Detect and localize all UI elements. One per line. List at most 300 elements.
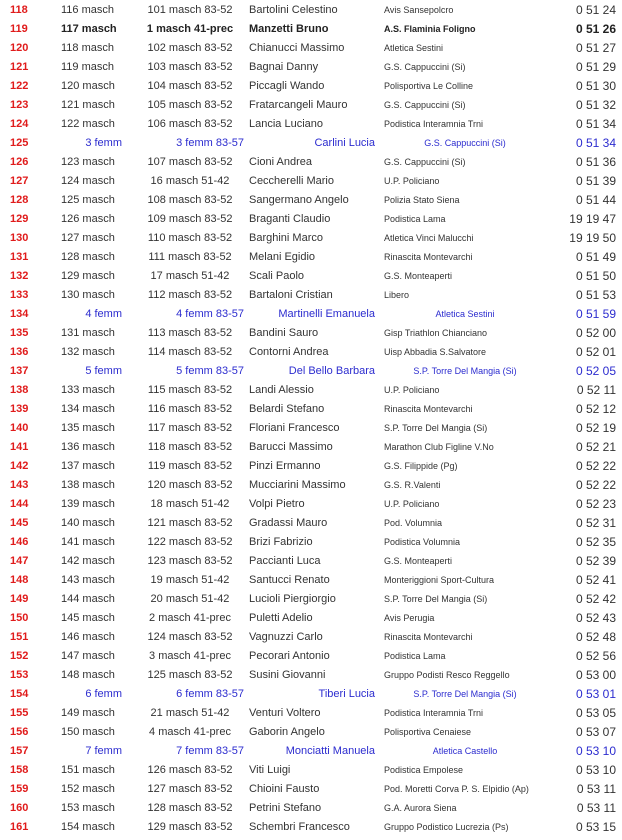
overall-position: 130 bbox=[10, 231, 29, 244]
team-name: G.S. Cappuccini (Si) bbox=[384, 99, 466, 110]
category-rank: 3 femm 83-57 bbox=[176, 136, 244, 149]
athlete-name: Floriani Francesco bbox=[249, 421, 340, 434]
team-name: Avis Sansepolcro bbox=[384, 4, 454, 15]
athlete-name: Mucciarini Massimo bbox=[249, 478, 346, 491]
team-name: G.S. Cappuccini (Si) bbox=[384, 156, 466, 167]
athlete-name: Del Bello Barbara bbox=[288, 364, 375, 377]
table-row bbox=[0, 475, 622, 494]
gender-rank: 7 femm bbox=[85, 744, 122, 757]
overall-position: 158 bbox=[10, 763, 29, 776]
team-name: U.P. Policiano bbox=[384, 384, 440, 395]
finish-time: 0 52 43 bbox=[575, 610, 616, 625]
table-row bbox=[0, 152, 622, 171]
athlete-name: Fratarcangeli Mauro bbox=[249, 98, 348, 111]
overall-position: 156 bbox=[10, 725, 29, 738]
table-row bbox=[0, 627, 622, 646]
overall-position: 122 bbox=[10, 79, 29, 92]
finish-time: 0 51 50 bbox=[575, 268, 616, 283]
overall-position: 133 bbox=[10, 288, 29, 301]
category-rank: 110 masch 83-52 bbox=[147, 231, 233, 244]
finish-time: 0 51 36 bbox=[575, 154, 616, 169]
table-row bbox=[0, 323, 622, 342]
finish-time: 0 51 26 bbox=[575, 21, 616, 36]
finish-time: 0 51 24 bbox=[575, 2, 616, 17]
athlete-name: Pinzi Ermanno bbox=[249, 459, 321, 472]
table-row bbox=[0, 760, 622, 779]
category-rank: 20 masch 51-42 bbox=[150, 592, 230, 605]
team-name: Gisp Triathlon Chianciano bbox=[384, 327, 488, 338]
finish-time: 0 52 48 bbox=[575, 629, 616, 644]
athlete-name: Paccianti Luca bbox=[249, 554, 321, 567]
team-name: G.S. Cappuccini (Si) bbox=[424, 137, 506, 148]
overall-position: 136 bbox=[10, 345, 29, 358]
athlete-name: Ceccherelli Mario bbox=[249, 174, 334, 187]
gender-rank: 5 femm bbox=[85, 364, 122, 377]
table-row bbox=[0, 171, 622, 190]
category-rank: 21 masch 51-42 bbox=[150, 706, 230, 719]
overall-position: 148 bbox=[10, 573, 29, 586]
gender-rank: 130 masch bbox=[61, 288, 115, 301]
table-row bbox=[0, 684, 622, 703]
gender-rank: 138 masch bbox=[61, 478, 115, 491]
overall-position: 124 bbox=[10, 117, 29, 130]
category-rank: 105 masch 83-52 bbox=[147, 98, 233, 111]
gender-rank: 151 masch bbox=[61, 763, 115, 776]
athlete-name: Scali Paolo bbox=[249, 269, 305, 282]
finish-time: 0 52 11 bbox=[576, 382, 616, 397]
team-name: Rinascita Montevarchi bbox=[384, 403, 473, 414]
finish-time: 0 51 39 bbox=[575, 173, 616, 188]
finish-time: 0 51 34 bbox=[575, 116, 616, 131]
table-row bbox=[0, 494, 622, 513]
athlete-name: Carlini Lucia bbox=[314, 136, 375, 149]
overall-position: 155 bbox=[10, 706, 29, 719]
overall-position: 132 bbox=[10, 269, 29, 282]
gender-rank: 127 masch bbox=[61, 231, 115, 244]
team-name: S.P. Torre Del Mangia (Si) bbox=[413, 688, 517, 699]
athlete-name: Piccagli Wando bbox=[249, 79, 325, 92]
overall-position: 129 bbox=[10, 212, 29, 225]
overall-position: 126 bbox=[10, 155, 29, 168]
category-rank: 4 femm 83-57 bbox=[176, 307, 244, 320]
team-name: Polisportiva Le Colline bbox=[384, 80, 474, 91]
athlete-name: Chianucci Massimo bbox=[249, 41, 345, 54]
overall-position: 119 bbox=[10, 22, 28, 35]
category-rank: 1 masch 41-prec bbox=[146, 22, 234, 35]
team-name: G.S. Monteaperti bbox=[384, 270, 453, 281]
category-rank: 17 masch 51-42 bbox=[150, 269, 230, 282]
table-row bbox=[0, 418, 622, 437]
table-row bbox=[0, 361, 622, 380]
table-row bbox=[0, 798, 622, 817]
overall-position: 160 bbox=[10, 801, 29, 814]
overall-position: 154 bbox=[10, 687, 29, 700]
category-rank: 16 masch 51-42 bbox=[150, 174, 230, 187]
overall-position: 147 bbox=[10, 554, 29, 567]
team-name: G.S. R.Valenti bbox=[384, 479, 441, 490]
finish-time: 0 52 05 bbox=[575, 363, 616, 378]
finish-time: 0 52 21 bbox=[575, 439, 616, 454]
table-row bbox=[0, 342, 622, 361]
table-row bbox=[0, 114, 622, 133]
table-row bbox=[0, 380, 622, 399]
table-row bbox=[0, 513, 622, 532]
finish-time: 0 52 39 bbox=[575, 553, 616, 568]
team-name: G.S. Monteaperti bbox=[384, 555, 453, 566]
athlete-name: Tiberi Lucia bbox=[318, 687, 375, 700]
category-rank: 101 masch 83-52 bbox=[147, 3, 233, 16]
gender-rank: 144 masch bbox=[61, 592, 115, 605]
gender-rank: 142 masch bbox=[61, 554, 115, 567]
team-name: G.A. Aurora Siena bbox=[384, 802, 457, 813]
table-row bbox=[0, 722, 622, 741]
category-rank: 5 femm 83-57 bbox=[176, 364, 244, 377]
team-name: Podistica Interamnia Trni bbox=[384, 118, 484, 129]
table-row bbox=[0, 456, 622, 475]
team-name: Polisportiva Cenaiese bbox=[384, 726, 472, 737]
gender-rank: 149 masch bbox=[61, 706, 115, 719]
category-rank: 127 masch 83-52 bbox=[147, 782, 233, 795]
team-name: Atletica Vinci Malucchi bbox=[384, 232, 474, 243]
athlete-name: Melani Egidio bbox=[249, 250, 316, 263]
team-name: S.P. Torre Del Mangia (Si) bbox=[413, 365, 517, 376]
category-rank: 117 masch 83-52 bbox=[147, 421, 233, 434]
overall-position: 125 bbox=[10, 136, 29, 149]
team-name: Atletica Sestini bbox=[384, 42, 444, 53]
gender-rank: 123 masch bbox=[61, 155, 115, 168]
athlete-name: Santucci Renato bbox=[249, 573, 330, 586]
category-rank: 129 masch 83-52 bbox=[147, 820, 233, 833]
gender-rank: 148 masch bbox=[61, 668, 115, 681]
gender-rank: 133 masch bbox=[61, 383, 115, 396]
table-row bbox=[0, 19, 622, 38]
table-row bbox=[0, 646, 622, 665]
category-rank: 2 masch 41-prec bbox=[149, 611, 231, 624]
table-row bbox=[0, 38, 622, 57]
table-row bbox=[0, 95, 622, 114]
gender-rank: 6 femm bbox=[85, 687, 122, 700]
overall-position: 127 bbox=[10, 174, 29, 187]
table-row bbox=[0, 285, 622, 304]
athlete-name: Venturi Voltero bbox=[249, 706, 321, 719]
gender-rank: 139 masch bbox=[61, 497, 115, 510]
team-name: A.S. Flaminia Foligno bbox=[384, 23, 476, 34]
overall-position: 128 bbox=[10, 193, 29, 206]
team-name: Uisp Abbadia S.Salvatore bbox=[384, 346, 487, 357]
overall-position: 123 bbox=[10, 98, 29, 111]
table-row bbox=[0, 551, 622, 570]
finish-time: 0 51 32 bbox=[575, 97, 616, 112]
athlete-name: Vagnuzzi Carlo bbox=[249, 630, 323, 643]
finish-time: 0 52 56 bbox=[575, 648, 616, 663]
table-row bbox=[0, 304, 622, 323]
gender-rank: 153 masch bbox=[61, 801, 115, 814]
overall-position: 135 bbox=[10, 326, 29, 339]
team-name: Atletica Sestini bbox=[435, 308, 495, 319]
table-row bbox=[0, 266, 622, 285]
category-rank: 119 masch 83-52 bbox=[147, 459, 233, 472]
finish-time: 0 52 19 bbox=[575, 420, 616, 435]
category-rank: 128 masch 83-52 bbox=[147, 801, 233, 814]
table-row bbox=[0, 190, 622, 209]
overall-position: 145 bbox=[10, 516, 29, 529]
athlete-name: Gaborin Angelo bbox=[249, 725, 325, 738]
finish-time: 0 52 00 bbox=[575, 325, 616, 340]
category-rank: 107 masch 83-52 bbox=[147, 155, 233, 168]
team-name: Avis Perugia bbox=[384, 612, 435, 623]
category-rank: 126 masch 83-52 bbox=[147, 763, 233, 776]
table-row bbox=[0, 76, 622, 95]
finish-time: 0 52 31 bbox=[575, 515, 616, 530]
overall-position: 140 bbox=[10, 421, 29, 434]
category-rank: 6 femm 83-57 bbox=[176, 687, 244, 700]
athlete-name: Cioni Andrea bbox=[249, 155, 312, 168]
category-rank: 3 masch 41-prec bbox=[149, 649, 231, 662]
athlete-name: Bartolini Celestino bbox=[249, 3, 338, 16]
athlete-name: Petrini Stefano bbox=[249, 801, 322, 814]
team-name: Gruppo Podistico Lucrezia (Ps) bbox=[384, 821, 509, 832]
team-name: S.P. Torre Del Mangia (Si) bbox=[384, 422, 488, 433]
table-row bbox=[0, 665, 622, 684]
finish-time: 0 53 10 bbox=[575, 762, 616, 777]
team-name: G.S. Filippide (Pg) bbox=[384, 460, 458, 471]
category-rank: 103 masch 83-52 bbox=[147, 60, 233, 73]
table-row bbox=[0, 817, 622, 836]
overall-position: 151 bbox=[10, 630, 29, 643]
category-rank: 111 masch 83-52 bbox=[148, 250, 232, 263]
athlete-name: Viti Luigi bbox=[249, 763, 291, 776]
finish-time: 0 52 41 bbox=[575, 572, 616, 587]
gender-rank: 4 femm bbox=[85, 307, 122, 320]
finish-time: 0 53 11 bbox=[576, 800, 616, 815]
athlete-name: Schembri Francesco bbox=[249, 820, 350, 833]
athlete-name: Pecorari Antonio bbox=[249, 649, 330, 662]
table-row bbox=[0, 608, 622, 627]
athlete-name: Braganti Claudio bbox=[249, 212, 331, 225]
athlete-name: Brizi Fabrizio bbox=[249, 535, 313, 548]
athlete-name: Barucci Massimo bbox=[249, 440, 333, 453]
category-rank: 106 masch 83-52 bbox=[147, 117, 233, 130]
overall-position: 118 bbox=[10, 3, 28, 16]
category-rank: 19 masch 51-42 bbox=[150, 573, 230, 586]
category-rank: 112 masch 83-52 bbox=[147, 288, 233, 301]
athlete-name: Puletti Adelio bbox=[249, 611, 313, 624]
finish-time: 0 52 22 bbox=[575, 477, 616, 492]
gender-rank: 141 masch bbox=[61, 535, 115, 548]
overall-position: 131 bbox=[10, 250, 29, 263]
gender-rank: 131 masch bbox=[61, 326, 115, 339]
category-rank: 121 masch 83-52 bbox=[147, 516, 233, 529]
team-name: Podistica Lama bbox=[384, 213, 446, 224]
gender-rank: 150 masch bbox=[61, 725, 115, 738]
gender-rank: 3 femm bbox=[85, 136, 122, 149]
athlete-name: Bagnai Danny bbox=[249, 60, 319, 73]
gender-rank: 137 masch bbox=[61, 459, 115, 472]
gender-rank: 121 masch bbox=[61, 98, 115, 111]
category-rank: 104 masch 83-52 bbox=[147, 79, 233, 92]
finish-time: 0 53 11 bbox=[576, 781, 616, 796]
overall-position: 144 bbox=[10, 497, 29, 510]
athlete-name: Barghini Marco bbox=[249, 231, 323, 244]
table-row bbox=[0, 779, 622, 798]
gender-rank: 147 masch bbox=[61, 649, 115, 662]
category-rank: 123 masch 83-52 bbox=[147, 554, 233, 567]
gender-rank: 120 masch bbox=[61, 79, 115, 92]
overall-position: 141 bbox=[10, 440, 29, 453]
athlete-name: Manzetti Bruno bbox=[249, 22, 329, 35]
athlete-name: Contorni Andrea bbox=[249, 345, 329, 358]
team-name: S.P. Torre Del Mangia (Si) bbox=[384, 593, 488, 604]
gender-rank: 128 masch bbox=[61, 250, 115, 263]
team-name: U.P. Policiano bbox=[384, 498, 440, 509]
gender-rank: 126 masch bbox=[61, 212, 115, 225]
finish-time: 0 51 59 bbox=[575, 306, 616, 321]
overall-position: 138 bbox=[10, 383, 29, 396]
category-rank: 125 masch 83-52 bbox=[147, 668, 233, 681]
category-rank: 102 masch 83-52 bbox=[147, 41, 233, 54]
table-row bbox=[0, 437, 622, 456]
table-row bbox=[0, 228, 622, 247]
overall-position: 120 bbox=[10, 41, 29, 54]
finish-time: 0 52 35 bbox=[575, 534, 616, 549]
table-row bbox=[0, 0, 622, 19]
team-name: Marathon Club Figline V.No bbox=[384, 441, 494, 452]
finish-time: 0 53 07 bbox=[575, 724, 616, 739]
category-rank: 116 masch 83-52 bbox=[147, 402, 233, 415]
overall-position: 146 bbox=[10, 535, 29, 548]
overall-position: 150 bbox=[10, 611, 29, 624]
finish-time: 0 53 00 bbox=[575, 667, 616, 682]
category-rank: 108 masch 83-52 bbox=[147, 193, 233, 206]
team-name: Podistica Volumnia bbox=[384, 536, 461, 547]
finish-time: 0 52 42 bbox=[575, 591, 616, 606]
athlete-name: Landi Alessio bbox=[249, 383, 314, 396]
gender-rank: 129 masch bbox=[61, 269, 115, 282]
team-name: Polizia Stato Siena bbox=[384, 194, 460, 205]
finish-time: 0 51 27 bbox=[575, 40, 616, 55]
finish-time: 0 53 05 bbox=[575, 705, 616, 720]
finish-time: 0 51 44 bbox=[575, 192, 616, 207]
finish-time: 19 19 50 bbox=[569, 230, 616, 245]
team-name: Pod. Volumnia bbox=[384, 517, 443, 528]
overall-position: 161 bbox=[10, 820, 29, 833]
athlete-name: Chioini Fausto bbox=[249, 782, 320, 795]
category-rank: 118 masch 83-52 bbox=[147, 440, 233, 453]
gender-rank: 140 masch bbox=[61, 516, 115, 529]
category-rank: 120 masch 83-52 bbox=[147, 478, 233, 491]
gender-rank: 124 masch bbox=[61, 174, 115, 187]
gender-rank: 117 masch bbox=[61, 22, 117, 35]
gender-rank: 119 masch bbox=[61, 60, 114, 73]
athlete-name: Gradassi Mauro bbox=[249, 516, 328, 529]
finish-time: 0 51 53 bbox=[575, 287, 616, 302]
team-name: Podistica Empolese bbox=[384, 764, 464, 775]
category-rank: 109 masch 83-52 bbox=[147, 212, 233, 225]
finish-time: 0 51 49 bbox=[575, 249, 616, 264]
finish-time: 0 52 23 bbox=[575, 496, 616, 511]
category-rank: 4 masch 41-prec bbox=[149, 725, 231, 738]
overall-position: 142 bbox=[10, 459, 29, 472]
category-rank: 113 masch 83-52 bbox=[147, 326, 233, 339]
athlete-name: Volpi Pietro bbox=[249, 497, 305, 510]
team-name: Gruppo Podisti Resco Reggello bbox=[384, 669, 510, 680]
team-name: Libero bbox=[384, 289, 410, 300]
athlete-name: Bandini Sauro bbox=[249, 326, 319, 339]
finish-time: 0 51 30 bbox=[575, 78, 616, 93]
table-row bbox=[0, 570, 622, 589]
gender-rank: 122 masch bbox=[61, 117, 115, 130]
finish-time: 0 52 22 bbox=[575, 458, 616, 473]
gender-rank: 143 masch bbox=[61, 573, 115, 586]
gender-rank: 154 masch bbox=[61, 820, 115, 833]
overall-position: 159 bbox=[10, 782, 29, 795]
table-row bbox=[0, 247, 622, 266]
finish-time: 0 53 10 bbox=[575, 743, 616, 758]
athlete-name: Belardi Stefano bbox=[249, 402, 325, 415]
overall-position: 137 bbox=[10, 364, 29, 377]
team-name: Atletica Castello bbox=[432, 745, 498, 756]
finish-time: 19 19 47 bbox=[569, 211, 616, 226]
finish-time: 0 53 01 bbox=[575, 686, 616, 701]
athlete-name: Lucioli Piergiorgio bbox=[249, 592, 336, 605]
table-row bbox=[0, 399, 622, 418]
table-row bbox=[0, 589, 622, 608]
finish-time: 0 53 15 bbox=[575, 819, 616, 834]
table-row bbox=[0, 209, 622, 228]
overall-position: 121 bbox=[10, 60, 29, 73]
table-row bbox=[0, 703, 622, 722]
table-row bbox=[0, 133, 622, 152]
gender-rank: 118 masch bbox=[61, 41, 114, 54]
gender-rank: 116 masch bbox=[61, 3, 114, 16]
gender-rank: 152 masch bbox=[61, 782, 115, 795]
athlete-name: Monciatti Manuela bbox=[285, 744, 375, 757]
gender-rank: 125 masch bbox=[61, 193, 115, 206]
gender-rank: 135 masch bbox=[61, 421, 115, 434]
team-name: Rinascita Montevarchi bbox=[384, 631, 473, 642]
team-name: G.S. Cappuccini (Si) bbox=[384, 61, 466, 72]
overall-position: 149 bbox=[10, 592, 29, 605]
gender-rank: 136 masch bbox=[61, 440, 115, 453]
overall-position: 157 bbox=[10, 744, 29, 757]
category-rank: 18 masch 51-42 bbox=[150, 497, 230, 510]
finish-time: 0 51 34 bbox=[575, 135, 616, 150]
category-rank: 122 masch 83-52 bbox=[147, 535, 233, 548]
team-name: Pod. Moretti Corva P. S. Elpidio (Ap) bbox=[384, 783, 529, 794]
finish-time: 0 52 01 bbox=[575, 344, 616, 359]
team-name: Rinascita Montevarchi bbox=[384, 251, 473, 262]
gender-rank: 145 masch bbox=[61, 611, 115, 624]
athlete-name: Bartaloni Cristian bbox=[249, 288, 333, 301]
finish-time: 0 52 12 bbox=[575, 401, 616, 416]
team-name: Monteriggioni Sport-Cultura bbox=[384, 574, 495, 585]
gender-rank: 132 masch bbox=[61, 345, 115, 358]
team-name: Podistica Interamnia Trni bbox=[384, 707, 484, 718]
table-row bbox=[0, 532, 622, 551]
category-rank: 115 masch 83-52 bbox=[147, 383, 233, 396]
table-row bbox=[0, 741, 622, 760]
category-rank: 114 masch 83-52 bbox=[147, 345, 233, 358]
overall-position: 152 bbox=[10, 649, 29, 662]
team-name: U.P. Policiano bbox=[384, 175, 440, 186]
athlete-name: Lancia Luciano bbox=[249, 117, 324, 130]
overall-position: 139 bbox=[10, 402, 29, 415]
table-row bbox=[0, 57, 622, 76]
category-rank: 124 masch 83-52 bbox=[147, 630, 233, 643]
athlete-name: Susini Giovanni bbox=[249, 668, 326, 681]
team-name: Podistica Lama bbox=[384, 650, 446, 661]
overall-position: 134 bbox=[10, 307, 29, 320]
